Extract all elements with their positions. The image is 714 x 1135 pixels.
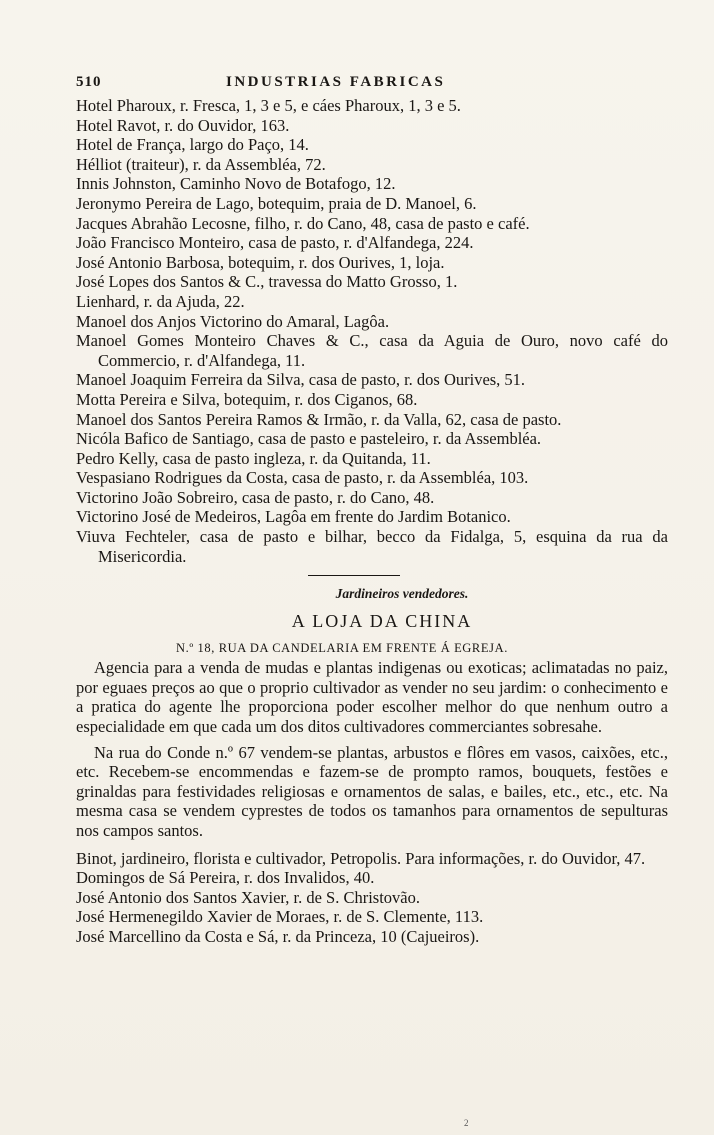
- shop-name: A LOJA DA CHINA: [291, 611, 473, 632]
- list-item: Manoel dos Anjos Victorino do Amaral, Lagôa.: [76, 311, 390, 331]
- list-item: Innis Johnston, Caminho Novo de Botafogo, 12.: [76, 174, 396, 194]
- page-number: 510: [76, 74, 102, 90]
- list-item: Hotel de França, largo do Paço, 14.: [76, 135, 309, 155]
- list-item: Viuva Fechteler, casa de pasto e bilhar, becco da Fidalga, 5, esquina da rua da Misericordia.: [76, 527, 668, 566]
- list-item: José Antonio Barbosa, botequim, r. dos Ourives, 1, loja.: [76, 252, 445, 272]
- listing-part-1: [76, 96, 668, 566]
- list-item: Victorino José de Medeiros, Lagôa em frente do Jardim Botanico.: [76, 507, 511, 527]
- list-item: Pedro Kelly, casa de pasto ingleza, r. da Quitanda, 11.: [76, 448, 431, 468]
- list-item: Victorino João Sobreiro, casa de pasto, r. do Cano, 48.: [76, 487, 435, 507]
- list-item: José Lopes dos Santos & C., travessa do Matto Grosso, 1.: [76, 272, 458, 292]
- list-item: Hotel Ravot, r. do Ouvidor, 163.: [76, 115, 290, 135]
- list-item: Jeronymo Pereira de Lago, botequim, praia de D. Manoel, 6.: [76, 193, 477, 213]
- list-item: João Francisco Monteiro, casa de pasto, r. d'Alfandega, 224.: [76, 233, 474, 253]
- list-item: Nicóla Bafico de Santiago, casa de pasto e pasteleiro, r. da Assembléa.: [76, 429, 542, 449]
- advert-paragraph: Na rua do Conde n.º 67 vendem-se plantas, arbustos e flôres em vasos, caixões, etc., etc. Recebem-se encommendas e fazem-se de prompto ramos, bouquets, festões e grinaldas para festividades religiosas e ornamentos de salas, e bailes, etc., etc., etc. Na mesma casa se vendem cyprestes de todos os tamanhos para ornamentos de sepulturas nos campos santos.: [76, 742, 668, 840]
- divider-rule: [308, 575, 400, 576]
- list-item: Manoel dos Santos Pereira Ramos & Irmão, r. da Valla, 62, casa de pasto.: [76, 409, 562, 429]
- directory-body: [76, 96, 668, 947]
- list-item: Jacques Abrahão Lecosne, filho, r. do Cano, 48, casa de pasto e café.: [76, 213, 530, 233]
- list-item: Domingos de Sá Pereira, r. dos Invalidos, 40.: [76, 868, 375, 888]
- list-item: Lienhard, r. da Ajuda, 22.: [76, 291, 245, 311]
- list-item: Binot, jardineiro, florista e cultivador, Petropolis. Para informações, r. do Ouvidor, 47.: [76, 848, 646, 868]
- list-item: Motta Pereira e Silva, botequim, r. dos Ciganos, 68.: [76, 389, 418, 409]
- list-item: José Hermenegildo Xavier de Moraes, r. de S. Clemente, 113.: [76, 907, 484, 927]
- list-item: Manoel Gomes Monteiro Chaves & C., casa da Aguia de Ouro, novo café do Commercio, r. d'Alfandega, 11.: [76, 331, 668, 370]
- listing-part-2: [76, 849, 668, 947]
- running-title: INDUSTRIAS FABRICAS: [226, 74, 446, 90]
- list-item: Manoel Joaquim Ferreira da Silva, casa de pasto, r. dos Ourives, 51.: [76, 370, 526, 390]
- advert-paragraph: Agencia para a venda de mudas e plantas indigenas ou exoticas; aclimatadas no paiz, por eguaes preços ao que o proprio cultivador as vender no seu jardim: o conhecimento e a pratica do agente lhe proporciona poder escolher melhor do que nenhum outro a especialidade em que cada um dos ditos cultivadores commerciantes sobresahe.: [76, 658, 668, 737]
- section-divider: [76, 566, 668, 582]
- section-title: Jardineiros vendedores.: [335, 586, 469, 602]
- list-item: José Antonio dos Santos Xavier, r. de S. Christovão.: [76, 887, 420, 907]
- list-item: Vespasiano Rodrigues da Costa, casa de pasto, r. da Assembléa, 103.: [76, 468, 529, 488]
- footer-mark: 2: [464, 1118, 469, 1128]
- list-item: Hotel Pharoux, r. Fresca, 1, 3 e 5, e cáes Pharoux, 1, 3 e 5.: [76, 96, 461, 115]
- page-header: [76, 72, 676, 94]
- list-item: José Marcellino da Costa e Sá, r. da Princeza, 10 (Cajueiros).: [76, 926, 480, 946]
- list-item: Hélliot (traiteur), r. da Assembléa, 72.: [76, 154, 326, 174]
- shop-address: N.º 18, RUA DA CANDELARIA EM FRENTE Á EGREJA.: [176, 641, 508, 656]
